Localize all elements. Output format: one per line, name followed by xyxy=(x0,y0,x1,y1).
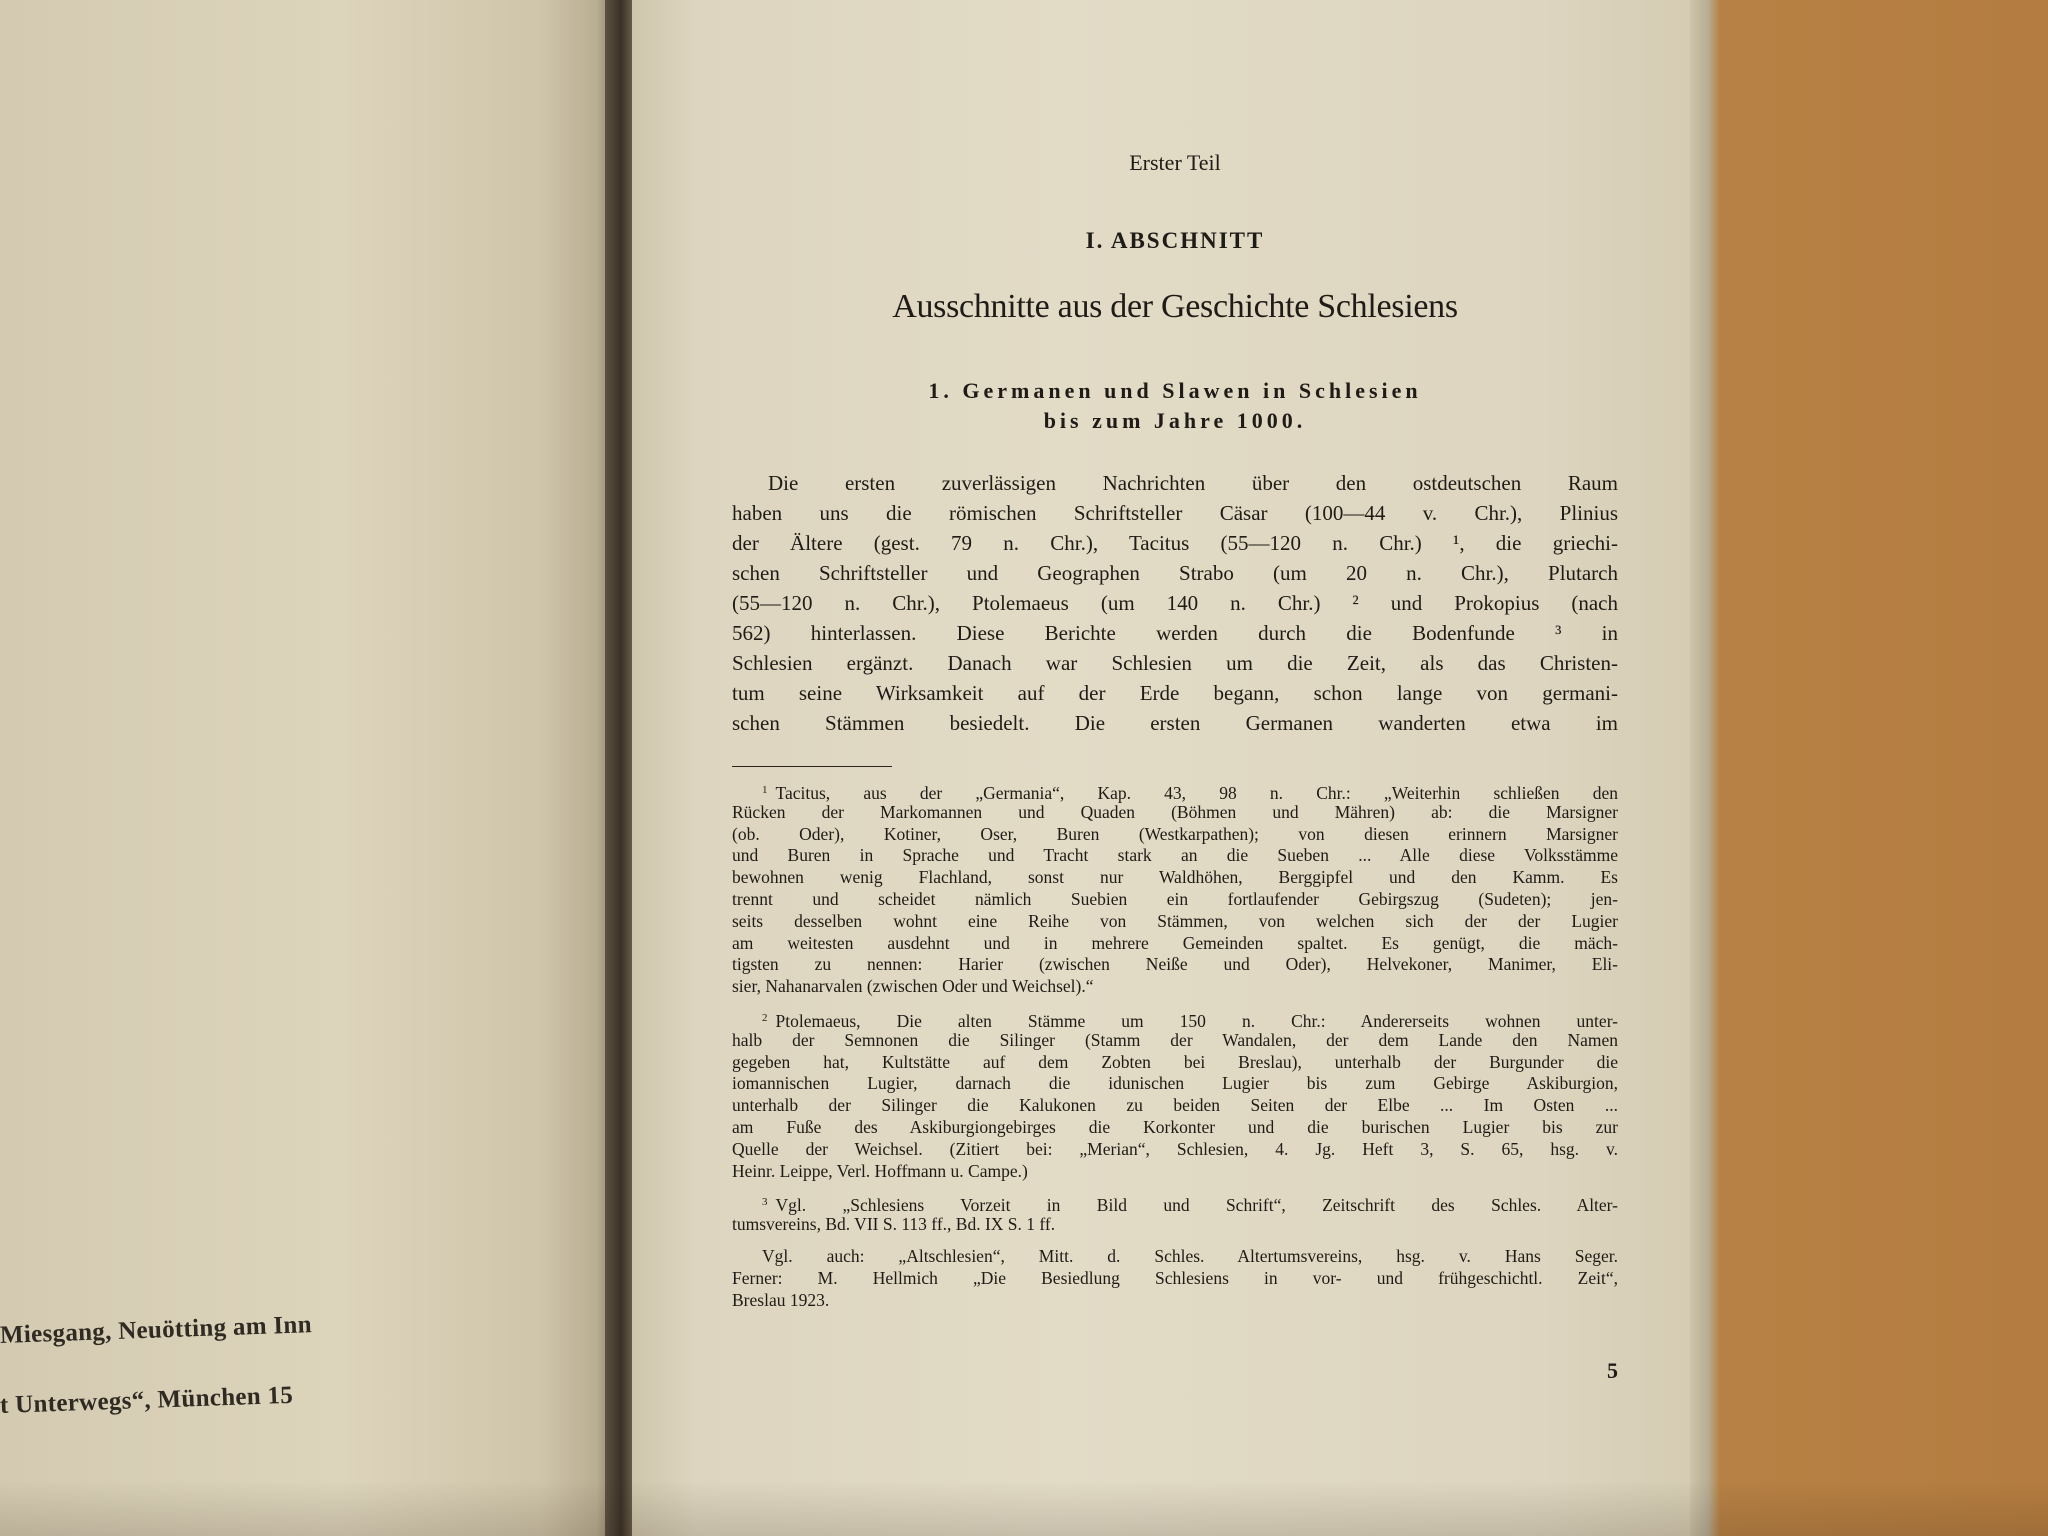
footnote-line: Quelle der Weichsel. (Zitiert bei: „Merian“, Schlesien, 4. Jg. Heft 3, S. 65, hsg. v. xyxy=(732,1138,1618,1159)
footnote-additional xyxy=(732,1246,1618,1311)
body-line: Schlesien ergänzt. Danach war Schlesien um die Zeit, als das Christen- xyxy=(732,651,1618,675)
page-edge xyxy=(1690,0,1720,1536)
right-page xyxy=(632,0,1704,1536)
footnote-line: Ferner: M. Hellmich „Die Besiedlung Schlesiens in vor- und frühgeschichtl. Zeit“, xyxy=(732,1267,1618,1288)
footnote-line: bewohnen wenig Flachland, sonst nur Waldhöhen, Berggipfel und den Kamm. Es xyxy=(732,867,1618,888)
body-line: 562) hinterlassen. Diese Berichte werden durch die Bodenfunde ³ in xyxy=(732,621,1618,645)
subtitle-line-2: bis zum Jahre 1000. xyxy=(1043,408,1307,433)
footnote-text: Tacitus, aus der „Germania“, Kap. 43, 98 n. Chr.: „Weiterhin schließen den xyxy=(775,783,1618,803)
footnote-line: am Fuße des Askiburgiongebirges die Korkonter und die burischen Lugier bis zur xyxy=(732,1116,1618,1137)
footnote-line: seits desselben wohnt eine Reihe von Stämmen, von welchen sich der der Lugier xyxy=(732,910,1618,931)
footnote-line: unterhalb der Silinger die Kalukonen zu beiden Seiten der Elbe ... Im Osten ... xyxy=(732,1095,1618,1116)
bottom-shadow xyxy=(0,1480,2048,1536)
footnote-line: halb der Semnonen die Silinger (Stamm der Wandalen, der dem Lande den Namen xyxy=(732,1029,1618,1050)
footnote-line: tumsvereins, Bd. VII S. 113 ff., Bd. IX S. 1 ff. xyxy=(732,1214,1056,1235)
left-page-line-1: Miesgang, Neuötting am Inn xyxy=(0,1311,313,1349)
part-label: Erster Teil xyxy=(1129,150,1221,175)
footnote-line: am weitesten ausdehnt und in mehrere Gemeinden spaltet. Es genügt, die mäch- xyxy=(732,932,1618,953)
footnote-line: und Buren in Sprache und Tracht stark an die Sueben ... Alle diese Volksstämme xyxy=(732,845,1618,866)
footnote-line xyxy=(732,1008,1618,1030)
footnote-text: Vgl. „Schlesiens Vorzeit in Bild und Schrift“, Zeitschrift des Schles. Alter- xyxy=(775,1195,1618,1216)
body-paragraph xyxy=(732,468,1618,738)
footnote-line xyxy=(732,780,1618,802)
footnote-mark: 2 xyxy=(762,1011,768,1024)
footnotes xyxy=(732,780,1618,1321)
footnote-mark: 1 xyxy=(762,784,768,796)
body-line: Die ersten zuverlässigen Nachrichten über den ostdeutschen Raum xyxy=(768,471,1618,495)
left-page xyxy=(0,0,615,1536)
body-line: schen Schriftsteller und Geographen Strabo (um 20 n. Chr.), Plutarch xyxy=(732,561,1618,585)
footnote-line: (ob. Oder), Kotiner, Oser, Buren (Westkarpathen); von diesen erinnern Marsigner xyxy=(732,823,1618,844)
footnote-line: trennt und scheidet nämlich Suebien ein fortlaufender Gebirgszug (Sudeten); jen- xyxy=(732,888,1618,909)
footnote-line: Heinr. Leippe, Verl. Hoffmann u. Campe.) xyxy=(732,1160,1028,1181)
chapter-title: Ausschnitte aus der Geschichte Schlesiens xyxy=(892,288,1458,325)
footnote-line: iomannischen Lugier, darnach die idunischen Lugier bis zum Gebirge Askiburgion, xyxy=(732,1073,1618,1094)
footnote-1 xyxy=(732,780,1618,998)
body-line: tum seine Wirksamkeit auf der Erde begann, schon lange von germani- xyxy=(732,681,1618,705)
page-number: 5 xyxy=(1607,1358,1618,1383)
footnote-divider xyxy=(732,766,892,767)
footnote-line xyxy=(732,1192,1618,1214)
footnote-line: gegeben hat, Kultstätte auf dem Zobten bei Breslau), unterhalb der Burgunder die xyxy=(732,1051,1618,1072)
section-label: I. ABSCHNITT xyxy=(1085,228,1265,253)
footnote-3 xyxy=(732,1192,1618,1236)
footnote-line: sier, Nahanarvalen (zwischen Oder und Weichsel).“ xyxy=(732,976,1094,997)
footnote-2 xyxy=(732,1008,1618,1182)
footnote-line: Vgl. auch: „Altschlesien“, Mitt. d. Schles. Altertumsvereins, hsg. v. Hans Seger. xyxy=(762,1245,1618,1266)
footnote-line: Rücken der Markomannen und Quaden (Böhmen und Mähren) ab: die Marsigner xyxy=(732,801,1618,822)
footnote-line: tigsten zu nennen: Harier (zwischen Neiße und Oder), Helvekoner, Manimer, Eli- xyxy=(732,954,1618,975)
body-line: schen Stämmen besiedelt. Die ersten Germanen wanderten etwa im xyxy=(732,711,1618,735)
footnote-line: Breslau 1923. xyxy=(732,1289,830,1310)
left-page-line-2: t Unterwegs“, München 15 xyxy=(0,1381,294,1419)
body-line: (55—120 n. Chr.), Ptolemaeus (um 140 n. Chr.) ² und Prokopius (nach xyxy=(732,591,1618,615)
body-line: haben uns die römischen Schriftsteller Cäsar (100—44 v. Chr.), Plinius xyxy=(732,501,1618,525)
body-line: der Ältere (gest. 79 n. Chr.), Tacitus (55—120 n. Chr.) ¹, die griechi- xyxy=(732,531,1618,555)
footnote-mark: 3 xyxy=(762,1196,768,1209)
footnote-text: Ptolemaeus, Die alten Stämme um 150 n. Chr.: Andererseits wohnen unter- xyxy=(775,1010,1618,1031)
subtitle-line-1: 1. Germanen und Slawen in Schlesien xyxy=(928,378,1422,403)
